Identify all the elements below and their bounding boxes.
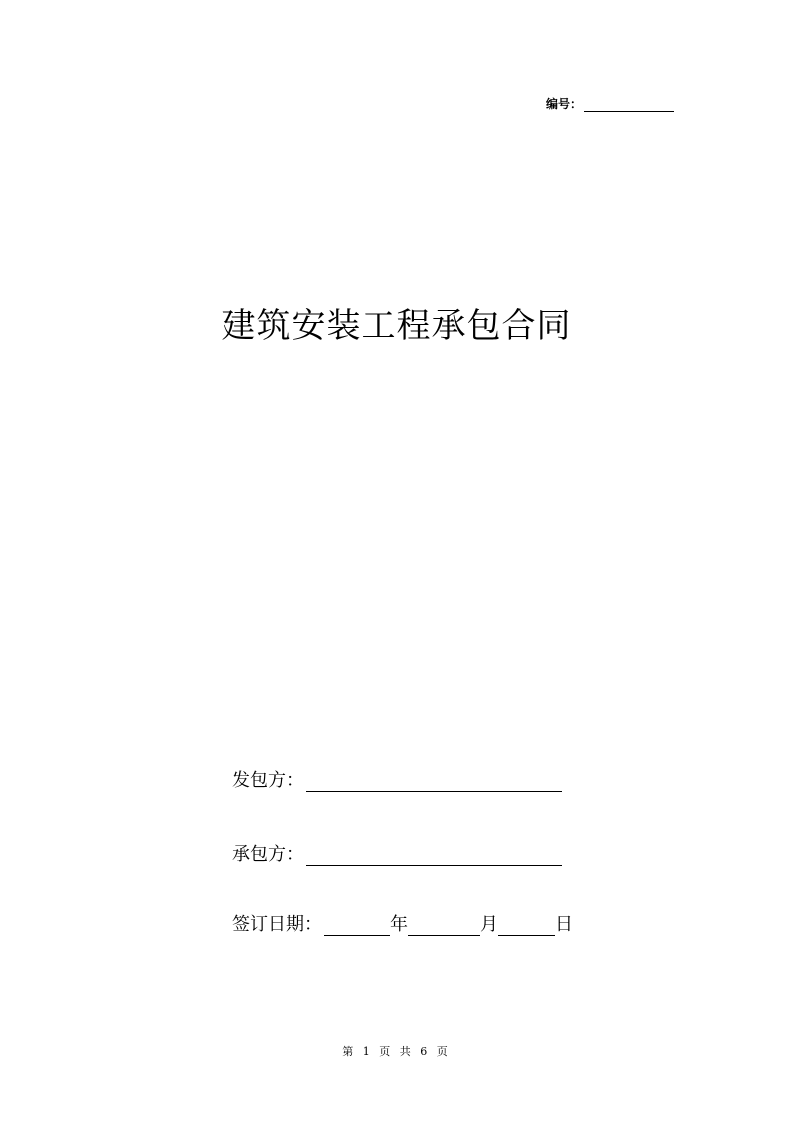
document-title: 建筑安装工程承包合同	[221, 306, 572, 346]
serial-number-blank[interactable]	[584, 97, 674, 112]
employer-label: 发包方：	[232, 770, 304, 791]
year-blank[interactable]	[324, 915, 390, 936]
year-label: 年	[390, 914, 408, 935]
day-blank[interactable]	[498, 915, 555, 936]
serial-number-label: 编号：	[546, 97, 583, 111]
serial-number-line	[546, 94, 674, 112]
page-indicator: 第 1 页 共 6 页	[342, 1045, 451, 1058]
day-label: 日	[555, 914, 573, 935]
employer-line	[232, 766, 562, 792]
contractor-label: 承包方：	[232, 844, 304, 865]
signing-date-label: 签订日期：	[232, 914, 322, 935]
contractor-line	[232, 840, 562, 866]
month-label: 月	[480, 914, 498, 935]
employer-blank[interactable]	[306, 771, 562, 792]
month-blank[interactable]	[408, 915, 480, 936]
signing-date-line	[232, 910, 573, 936]
contractor-blank[interactable]	[306, 845, 562, 866]
